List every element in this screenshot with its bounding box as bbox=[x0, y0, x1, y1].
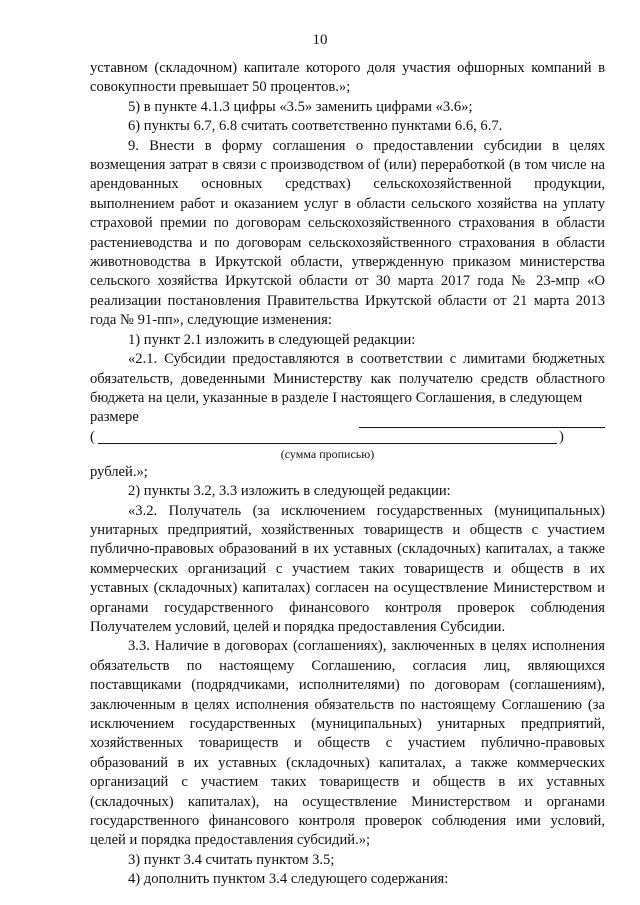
paragraph: рублей.»; bbox=[90, 463, 148, 480]
paragraph: «2.1. Субсидии предоставляются в соответствии с лимитами бюджетных обязательств, доведенными Министерству как получателю средств областного бюджета на цели, указанные в разделе I настоящего Соглашения, в следующем bbox=[90, 351, 605, 406]
paragraph: 3.3. Наличие в договорах (соглашениях), заключенных в целях исполнения обязательств по настоящему Соглашению, согласия лиц, являющихся поставщиками (подрядчиками, исполнителями) по договорам (соглашениям), заключенным в целях исполнения обязательств по настоящему Соглашению (за исключением государственных (муниципальных) унитарных предприятий, хозяйственных товариществ и обществ с участием публично-правовых образований в их уставных (складочных) капиталах, а также коммерческих организаций с участием таких товариществ и обществ в их уставных (складочных) капиталах), на осуществление Министерством и органами государственного финансового контроля проверок соблюдения ими условий, целей и порядка предоставления субсидий.»; bbox=[90, 638, 605, 849]
open-paren: ( bbox=[90, 428, 95, 445]
paragraph: 9. Внести в форму соглашения о предоставлении субсидии в целях возмещения затрат в связи с производством of (или) переработкой (в том числе на арендованных основных средствах) сельскохозяйственной продукции, выполнением работ и оказанием услуг в области сельского хозяйства на уплату страховой премии по договорам сельскохозяйственного страхования в области растениеводства и по договорам сельскохозяйственного страхования в области животноводства в Иркутской области, утвержденную приказом министерства сельского хозяйства Иркутской области от 30 марта 2017 года № 23-мпр «О реализации постановления Правительства Иркутской области от 21 марта 2013 года № 91-пп», следующие изменения: bbox=[90, 137, 605, 329]
page-number: 10 bbox=[312, 32, 328, 48]
amount-line bbox=[90, 408, 605, 427]
paragraph: 6) пункты 6.7, 6.8 считать соответственно пунктами 6.6, 6.7. bbox=[128, 118, 503, 135]
paragraph: 5) в пункте 4.1.3 цифры «3.5» заменить цифрами «3.6»; bbox=[128, 98, 473, 115]
paragraph: 2) пункты 3.2, 3.3 изложить в следующей редакции: bbox=[128, 483, 451, 500]
paragraph: 4) дополнить пунктом 3.4 следующего содержания: bbox=[128, 871, 449, 888]
paragraph: 1) пункт 2.1 изложить в следующей редакции: bbox=[128, 331, 416, 348]
close-paren: ) bbox=[559, 428, 564, 445]
amount-label: размере bbox=[90, 409, 139, 426]
sum-in-words-row bbox=[90, 428, 605, 447]
sum-caption: (сумма прописью) bbox=[280, 446, 375, 461]
document-body bbox=[90, 59, 605, 890]
sum-in-words-blank bbox=[98, 443, 557, 444]
paragraph: «3.2. Получатель (за исключением государственных (муниципальных) унитарных предприятий, хозяйственных товариществ и обществ с участием публично-правовых образований в их уставных (складочных) капиталах, а также коммерческих организаций с участием таких товариществ и обществ в их уставных (складочных) капиталах) согласен на осуществление Министерством и органами государственного финансового контроля проверок соблюдения Получателем условий, целей и порядка предоставления Субсидии. bbox=[90, 502, 605, 635]
amount-blank bbox=[359, 412, 605, 428]
paragraph: уставном (складочном) капитале которого доля участия офшорных компаний в совокупности превышает 50 процентов.»; bbox=[90, 60, 605, 96]
paragraph: 3) пункт 3.4 считать пунктом 3.5; bbox=[128, 851, 335, 868]
